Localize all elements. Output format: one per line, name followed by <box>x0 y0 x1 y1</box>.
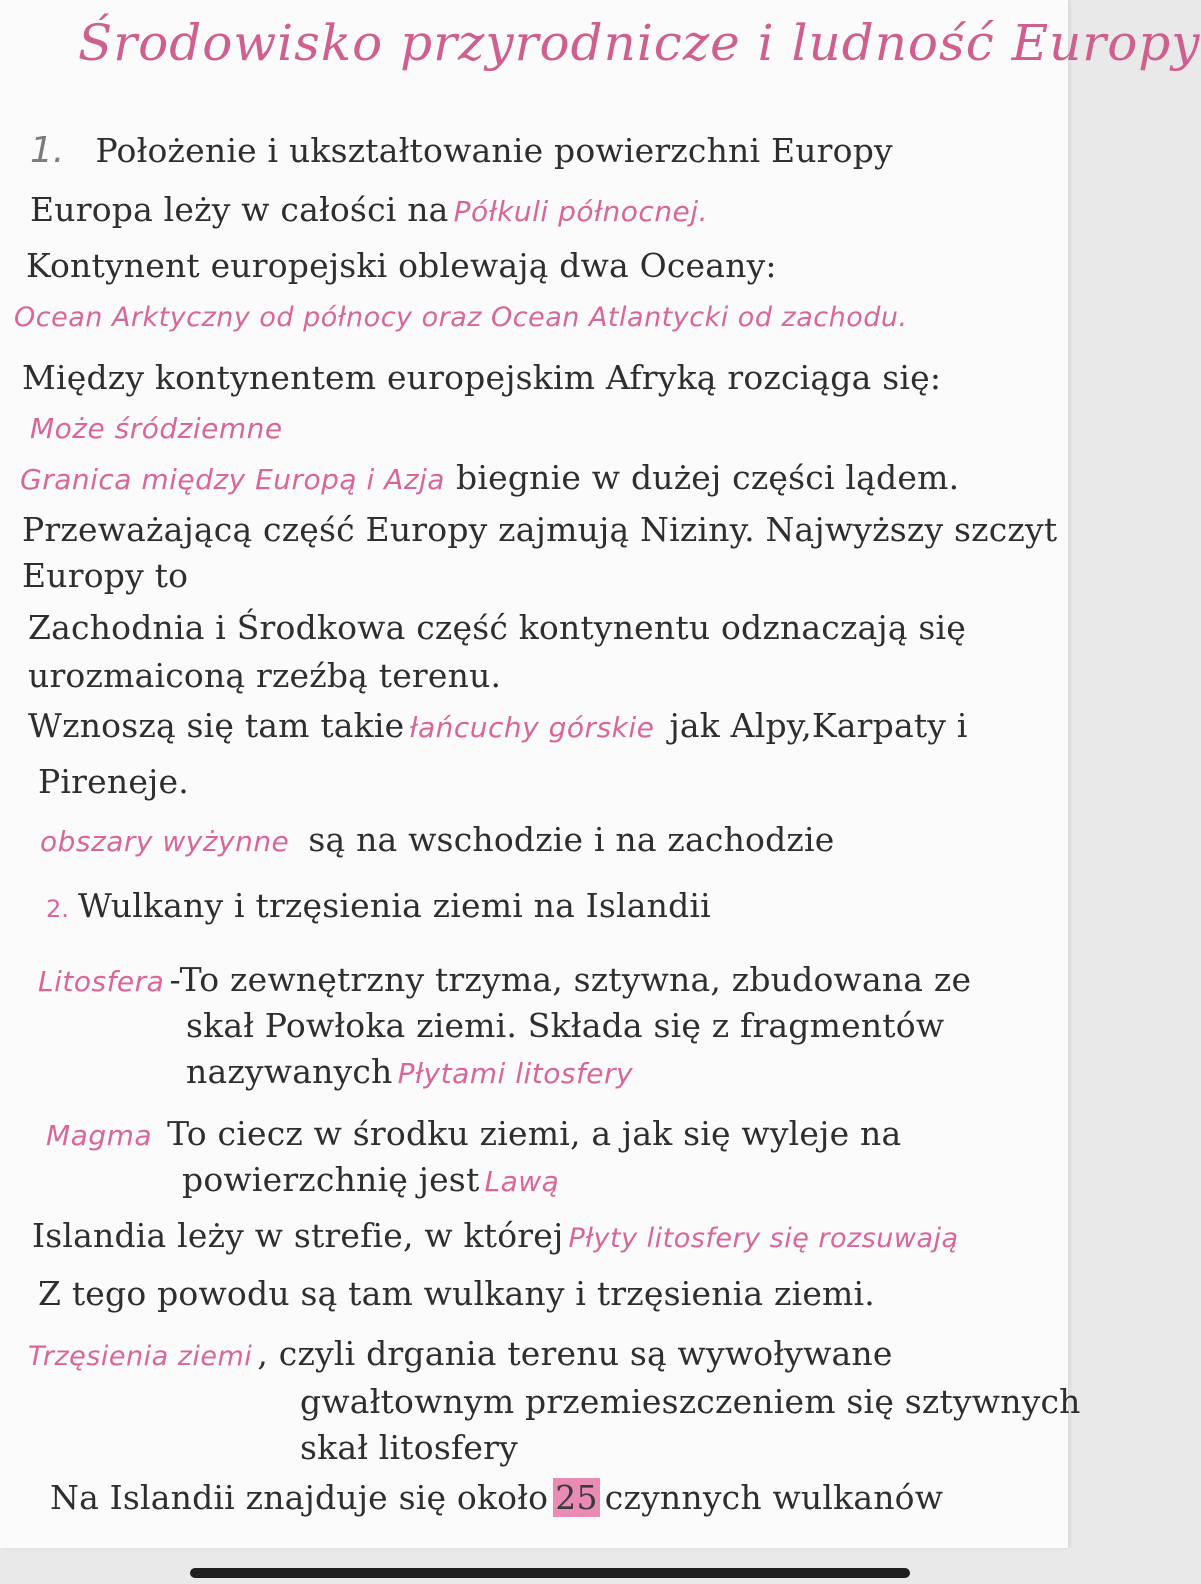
section-1-heading: Położenie i ukształtowanie powierzchni Europy <box>95 131 893 170</box>
page-title: Środowisko przyrodnicze i ludność Europy <box>78 14 1201 72</box>
line-text: powierzchnię jest <box>182 1160 480 1199</box>
text-line <box>28 656 501 695</box>
handwritten-term: Płytami litosfery <box>397 1057 634 1090</box>
line-text: Z tego powodu są tam wulkany i trzęsienia ziemi. <box>38 1274 875 1313</box>
line-text: Na Islandii znajduje się około <box>50 1478 549 1517</box>
line-text: Przeważającą część Europy zajmują Niziny. Najwyższy szczyt <box>22 510 1058 549</box>
line-text: urozmaiconą rzeźbą terenu. <box>28 656 502 695</box>
line-text: -To zewnętrzny trzyma, sztywna, zbudowana ze <box>169 960 972 999</box>
text-line <box>186 1052 633 1091</box>
handwritten-term: obszary wyżynne <box>40 825 290 858</box>
handwritten-term: Półkuli północnej. <box>453 195 708 228</box>
line-text: Europa leży w całości na <box>30 190 449 229</box>
line-text: Europy to <box>22 556 189 595</box>
home-indicator[interactable] <box>190 1568 910 1578</box>
definition-line <box>38 960 971 999</box>
section-1-heading-line <box>30 130 893 171</box>
handwritten-term: łańcuchy górskie <box>409 711 655 744</box>
text-line <box>26 246 777 285</box>
section-2-heading: Wulkany i trzęsienia ziemi na Islandii <box>78 886 711 925</box>
line-text: Zachodnia i Środkowa część kontynentu odznaczają się <box>28 608 967 647</box>
definition-line <box>46 1114 901 1153</box>
text-line <box>32 1216 959 1255</box>
line-text: , czyli drgania terenu są wywoływane <box>257 1334 893 1373</box>
text-line <box>182 1160 559 1199</box>
definition-term: Magma <box>46 1119 153 1152</box>
text-line <box>22 358 941 397</box>
line-text: Między kontynentem europejskim Afryką rozciąga się: <box>22 358 942 397</box>
line-text: są na wschodzie i na zachodzie <box>308 820 835 859</box>
text-line <box>28 608 966 647</box>
text-line <box>40 820 835 859</box>
handwritten-term: Granica między Europą i Azja <box>20 463 445 496</box>
text-line <box>38 762 189 801</box>
text-line <box>20 458 959 497</box>
definition-term: Trzęsienia ziemi <box>28 1341 253 1372</box>
handwritten-term: Może śródziemne <box>30 412 283 445</box>
line-text: Pireneje. <box>38 762 189 801</box>
text-line <box>50 1478 943 1517</box>
line-text: Islandia leży w strefie, w której <box>32 1216 564 1255</box>
line-text: To ciecz w środku ziemi, a jak się wyleje na <box>167 1114 902 1153</box>
line-text: skał Powłoka ziemi. Składa się z fragmentów <box>186 1006 945 1045</box>
definition-line <box>28 1334 893 1373</box>
text-line <box>14 302 908 333</box>
text-line <box>30 412 283 445</box>
handwritten-term: Ocean Arktyczny od północy oraz Ocean Atlantycki od zachodu. <box>14 302 908 333</box>
line-text: gwałtownym przemieszczeniem się sztywnych <box>300 1382 1081 1421</box>
text-line <box>186 1006 944 1045</box>
line-text: skał litosfery <box>300 1428 518 1467</box>
text-line <box>28 706 968 745</box>
line-text: jak Alpy,Karpaty i <box>669 706 968 745</box>
line-text: Wznoszą się tam takie <box>28 706 405 745</box>
handwritten-term: Lawą <box>484 1165 560 1198</box>
text-line <box>300 1428 518 1467</box>
line-text: Kontynent europejski oblewają dwa Oceany: <box>26 246 777 285</box>
text-line <box>300 1382 1081 1421</box>
definition-term: Litosfera <box>38 965 165 998</box>
section-1-number: 1. <box>30 130 65 171</box>
text-line <box>22 556 188 595</box>
text-line <box>38 1274 875 1313</box>
text-line <box>30 190 708 229</box>
section-2-heading-line <box>46 886 711 925</box>
line-text: czynnych wulkanów <box>604 1478 944 1517</box>
section-2-number: 2. <box>46 895 69 923</box>
line-text: nazywanych <box>186 1052 393 1091</box>
line-text: biegnie w dużej części lądem. <box>456 458 960 497</box>
highlighted-number: 25 <box>555 1478 598 1517</box>
handwritten-term: Płyty litosfery się rozsuwają <box>568 1223 959 1254</box>
text-line <box>22 510 1057 549</box>
